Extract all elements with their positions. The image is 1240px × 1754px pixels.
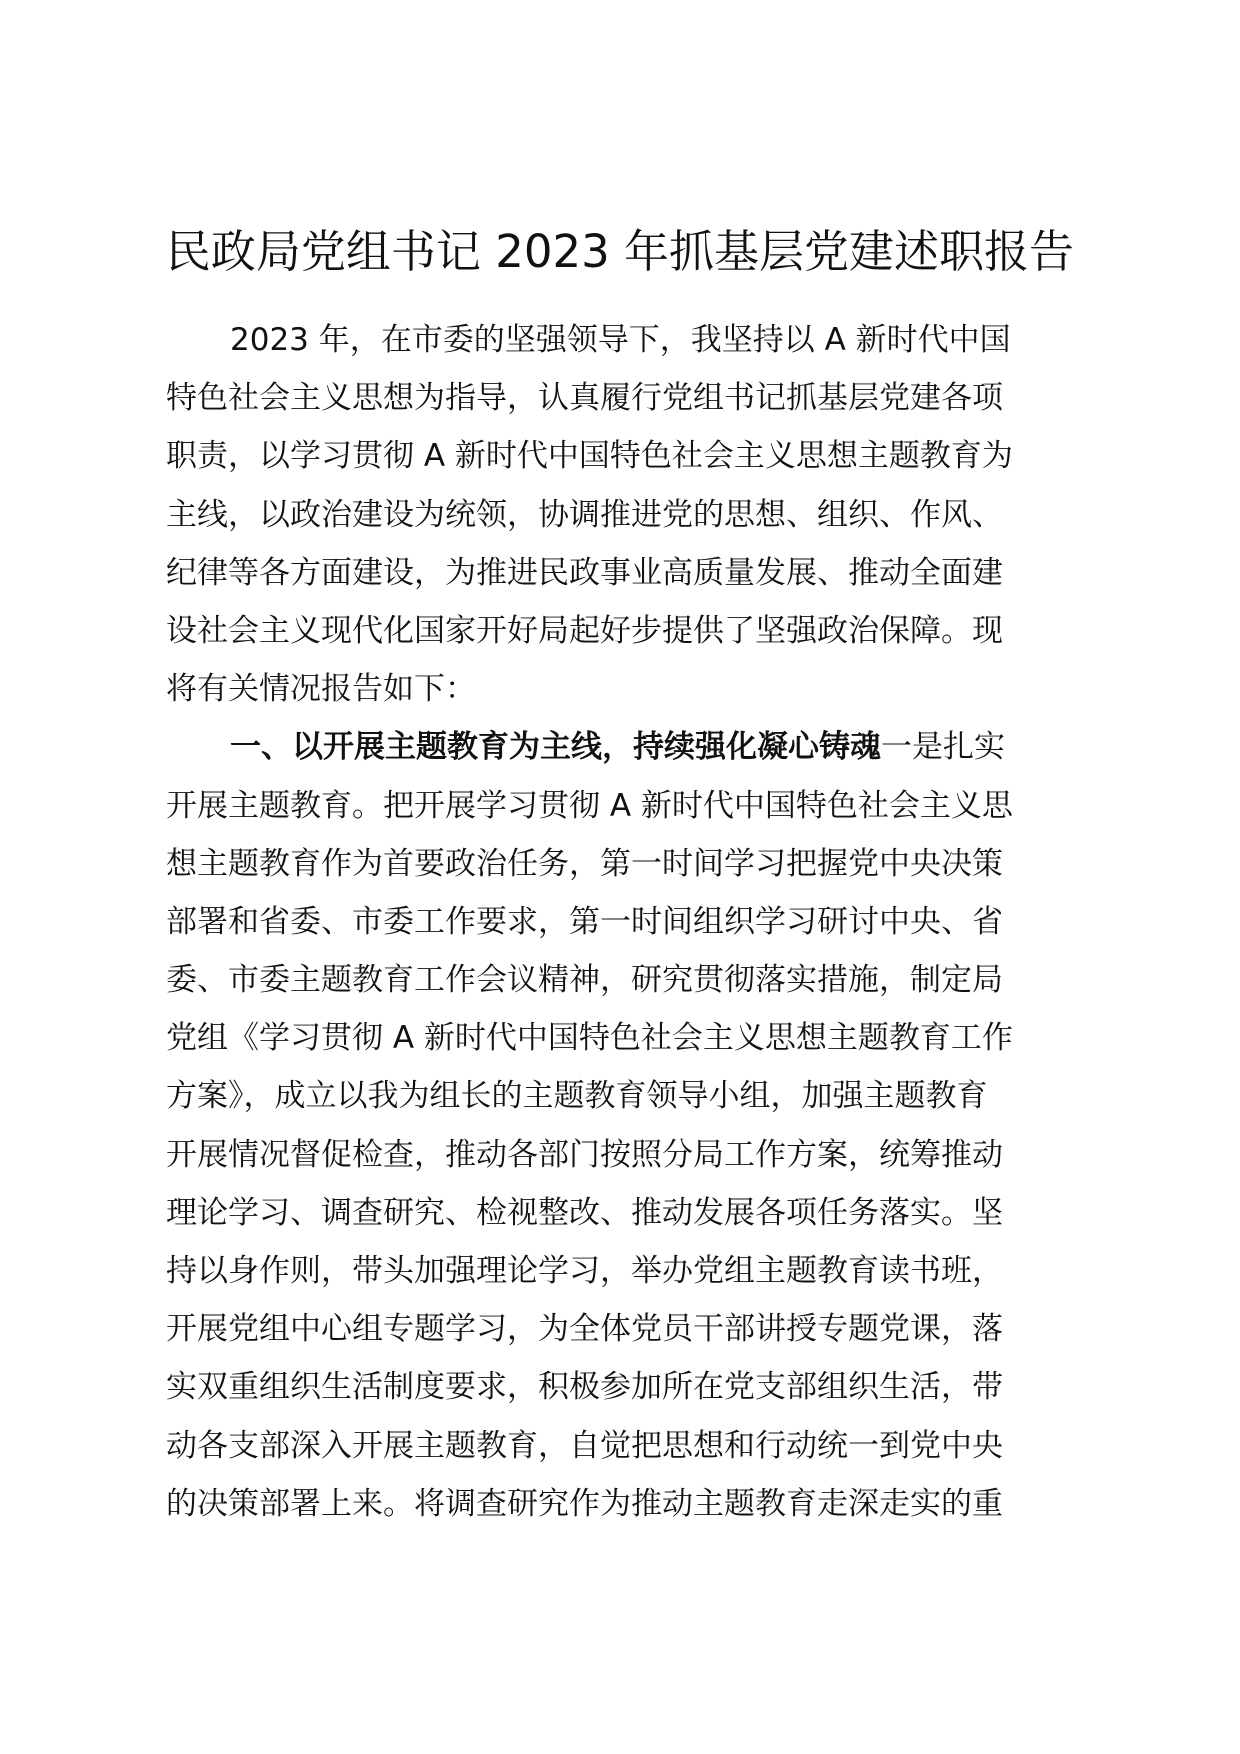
paragraph-line: 开展党组中心组专题学习，为全体党员干部讲授专题党课，落	[166, 1311, 1003, 1348]
paragraph-line: 将有关情况报告如下：	[166, 671, 476, 708]
paragraph-line: 的决策部署上来。将调查研究作为推动主题教育走深走实的重	[166, 1485, 1003, 1522]
section-heading: 一、以开展主题教育为主线，持续强化凝心铸魂	[230, 729, 881, 766]
paragraph-line: 党组《学习贯彻 A 新时代中国特色社会主义思想主题教育工作	[166, 1020, 1013, 1057]
section-first-line-rest: 一是扎实	[881, 729, 1005, 766]
document-body	[166, 311, 1076, 1533]
paragraph-line: 方案》，成立以我为组长的主题教育领导小组，加强主题教育	[166, 1078, 988, 1115]
paragraph-line: 2023 年，在市委的坚强领导下，我坚持以 A 新时代中国	[230, 322, 1011, 358]
paragraph-line: 开展主题教育。把开展学习贯彻 A 新时代中国特色社会主义思	[166, 787, 1013, 824]
paragraph-line: 开展情况督促检查，推动各部门按照分局工作方案，统筹推动	[166, 1136, 1003, 1173]
paragraph-line: 纪律等各方面建设，为推进民政事业高质量发展、推动全面建	[166, 554, 1003, 591]
paragraph-line: 持以身作则，带头加强理论学习，举办党组主题教育读书班，	[166, 1253, 1003, 1289]
document-title: 民政局党组书记 2023 年抓基层党建述职报告	[165, 225, 1075, 278]
paragraph-line: 想主题教育作为首要政治任务，第一时间学习把握党中央决策	[166, 845, 1003, 882]
paragraph-line: 职责，以学习贯彻 A 新时代中国特色社会主义思想主题教育为	[166, 438, 1013, 475]
section-heading-line	[166, 718, 1076, 776]
paragraph-line: 实双重组织生活制度要求，积极参加所在党支部组织生活，带	[166, 1369, 1003, 1406]
paragraph-line: 理论学习、调查研究、检视整改、推动发展各项任务落实。坚	[166, 1194, 1003, 1231]
paragraph-line: 委、市委主题教育工作会议精神，研究贯彻落实措施，制定局	[166, 962, 1003, 999]
paragraph-line: 部署和省委、市委工作要求，第一时间组织学习研讨中央、省	[166, 903, 1003, 940]
paragraph-line: 主线，以政治建设为统领，协调推进党的思想、组织、作风、	[166, 496, 1003, 533]
paragraph-line: 特色社会主义思想为指导，认真履行党组书记抓基层党建各项	[166, 380, 1003, 417]
paragraph-line: 动各支部深入开展主题教育，自觉把思想和行动统一到党中央	[166, 1427, 1003, 1464]
paragraph-line: 设社会主义现代化国家开好局起好步提供了坚强政治保障。现	[166, 612, 1003, 649]
